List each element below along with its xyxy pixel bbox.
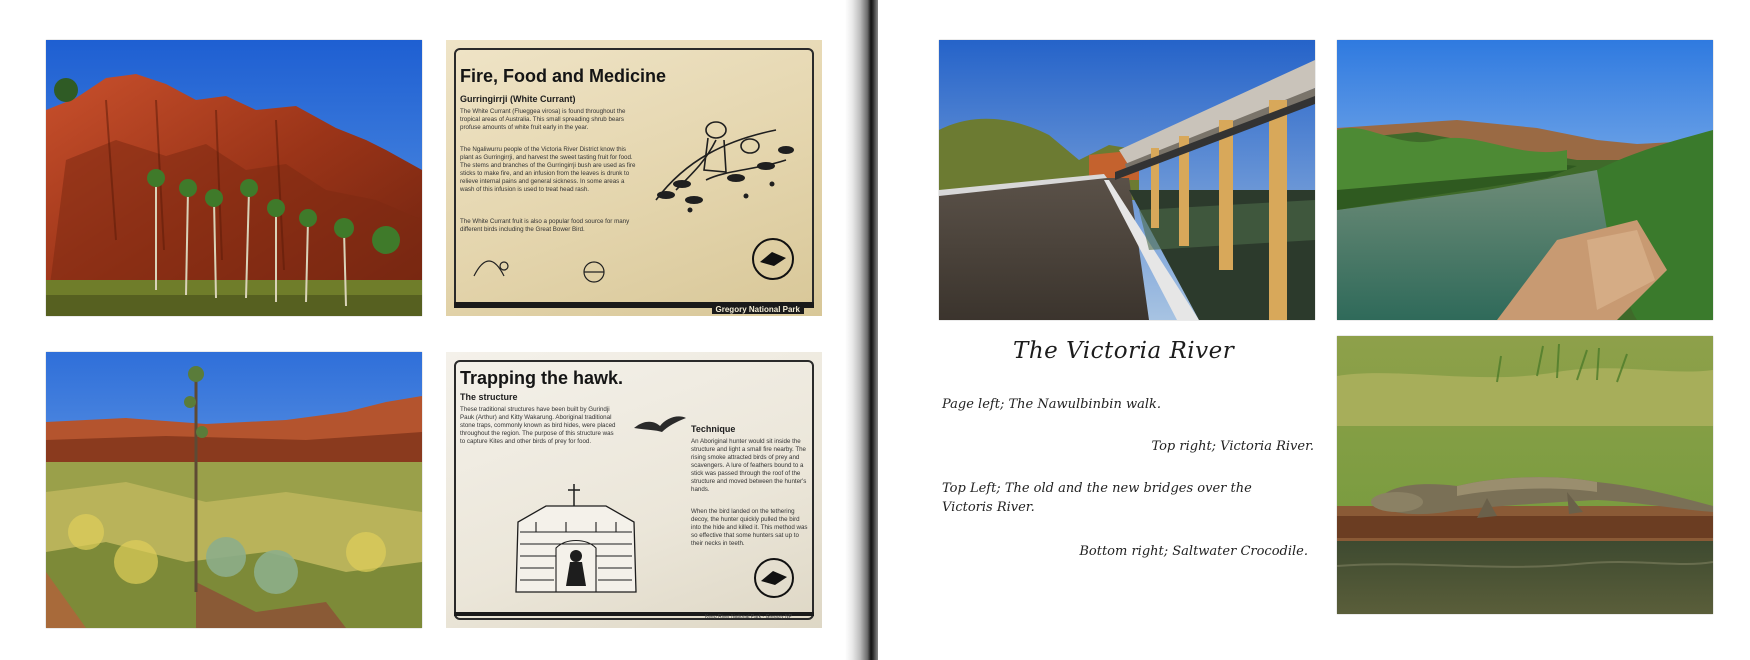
sign-paragraph: An Aboriginal hunter would sit inside the structure and light a small fire nearby. The rising smoke attracted birds of prey and scavengers. A lure of feathers bound to a stick was passed through the roof of the structure and moved between the hunter's hands. (691, 438, 807, 493)
photo-victoria-river (1337, 40, 1713, 320)
sign-trapping-the-hawk (446, 352, 822, 628)
sign-paragraph: The White Currant fruit is also a popular food source for many different birds including the Great Bower Bird. (460, 218, 630, 233)
sign-fire-food-medicine (446, 40, 822, 316)
white-currant-illustration (646, 100, 806, 230)
sign-paragraph: The White Currant (Flueggea virosa) is found throughout the tropical areas of Australia. This small spreading shrub bears profuse amounts of white fruit early in the year. (460, 108, 626, 131)
photo-bridges (939, 40, 1315, 320)
sign-subtitle: Technique (691, 424, 736, 434)
caption-top-right: Top right; Victoria River. (1151, 439, 1314, 454)
fruit-diagram-icon (464, 246, 634, 290)
parks-logo-icon (752, 556, 796, 600)
caption-page-left: Page left; The Nawulbinbin walk. (942, 397, 1161, 412)
sign-paragraph: When the bird landed on the tethering decoy, the hunter quickly pulled the bird into the hide and killed it. This method was so effective that some hunters sat up to their necks in teeth. (691, 508, 808, 547)
parks-logo-icon (750, 236, 796, 282)
sign-paragraph: These traditional structures have been built by Gurindji Pauk (Arthur) and Kitty Wakarung. Aboriginal traditional stone traps, commonly known as bird hides, were placed throughout the region. The purpose of this structure was to capture Kites and other birds of prey for food. (460, 406, 616, 445)
sign-paragraph: The Ngaliwurru people of the Victoria River District know this plant as Gurringirrji, and harvest the sweet tasting fruit for food. The stems and branches of the Gurringirrji bush are used as fire sticks to make fire, and an infusion from the leaves is drunk to relieve internal pains and general sickness. In some areas a wash of this infusion is used to treat head rash. (460, 146, 636, 193)
photo-saltwater-crocodile (1337, 336, 1713, 614)
sign-subtitle: The structure (460, 392, 518, 402)
caption-top-left: Top Left; The old and the new bridges over the Victoris River. (942, 481, 1252, 515)
photo-gorge-landscape (46, 352, 422, 628)
sign-title: Trapping the hawk. (460, 368, 624, 388)
sign-footer: Gregory National Park (712, 305, 804, 314)
page-heading: The Victoria River (1013, 338, 1235, 364)
hawk-icon (632, 412, 688, 438)
sign-subtitle: Gurringirrji (White Currant) (460, 94, 576, 104)
sign-footer: Keep River National Park - Gregory NP (705, 614, 792, 620)
caption-bottom-right: Bottom right; Saltwater Crocodile. (1079, 544, 1308, 559)
left-page (0, 0, 858, 660)
stone-hide-illustration (506, 482, 646, 598)
sign-title: Fire, Food and Medicine (460, 66, 667, 86)
photo-red-rock-cliff (46, 40, 422, 316)
